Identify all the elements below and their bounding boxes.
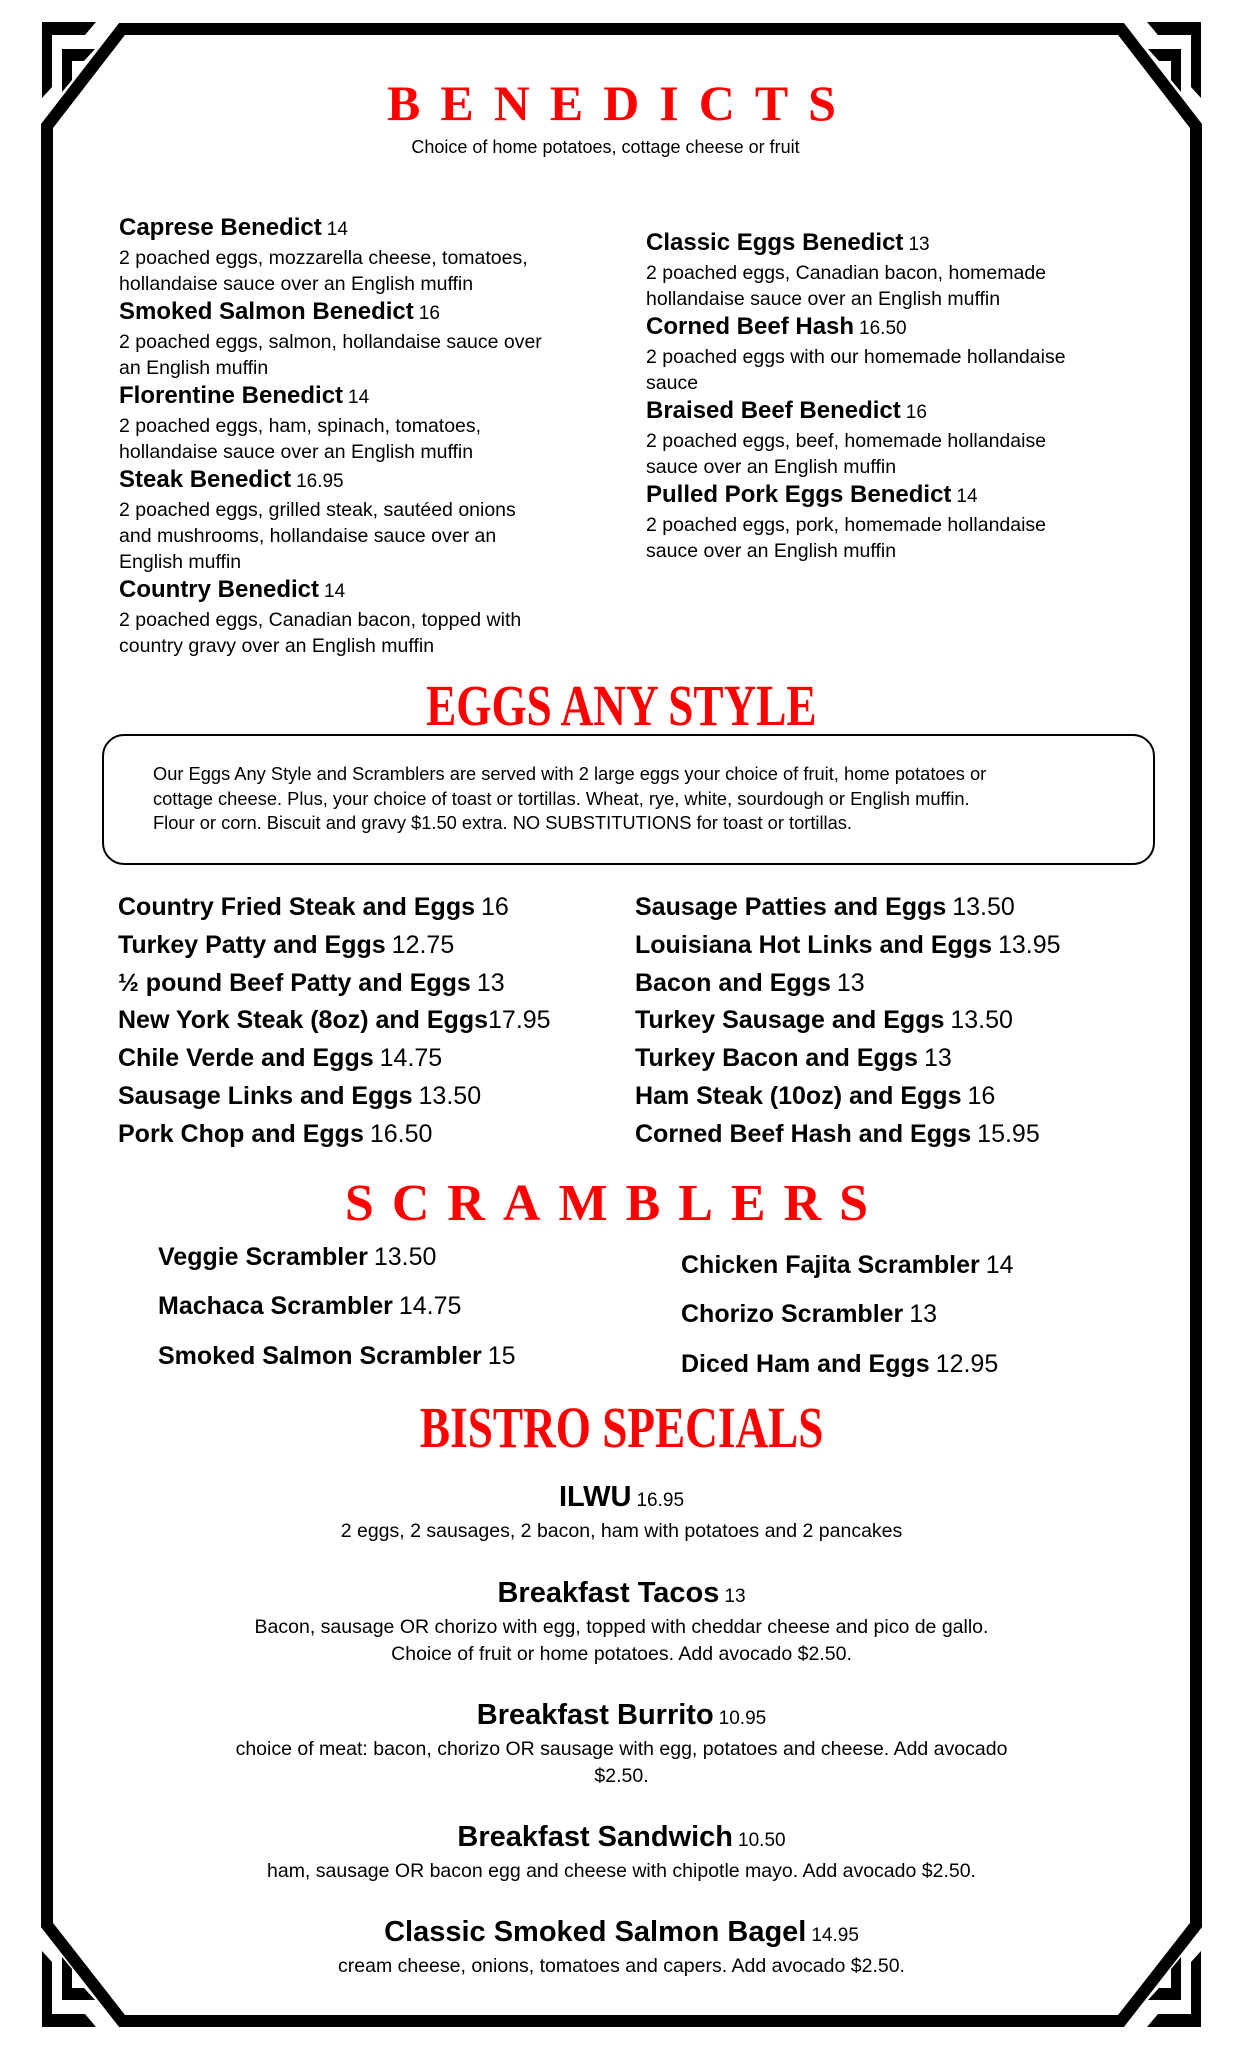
item-description: 2 poached eggs, grilled steak, sautéed onions and mushrooms, hollandaise sauce over an English muffin [119,499,516,573]
item-description: cream cheese, onions, tomatoes and capers. Add avocado $2.50. [338,1955,905,1977]
item-name: Breakfast Sandwich [457,1821,734,1853]
item-price: 16 [905,402,927,423]
menu-item [646,228,1066,312]
special-item [0,1820,1243,1885]
special-item [0,1480,1243,1545]
item-description: 2 poached eggs, Canadian bacon, topped with country gravy over an English muffin [119,609,522,657]
item-price: 10.95 [718,1708,767,1729]
menu-item: Corned Beef Hash and Eggs 15.95 [635,1119,1040,1148]
item-price: 16.50 [859,318,907,339]
item-price: 13 [724,1586,746,1607]
menu-item: Pork Chop and Eggs 16.50 [118,1119,433,1148]
item-name: Classic Smoked Salmon Bagel [384,1916,807,1948]
item-description: 2 poached eggs, ham, spinach, tomatoes, hollandaise sauce over an English muffin [119,415,482,463]
bistro-specials-heading-text: BISTRO SPECIALS [419,1395,824,1460]
menu-item: Ham Steak (10oz) and Eggs 16 [635,1081,996,1110]
menu-item: Smoked Salmon Scrambler 15 [158,1342,516,1370]
item-price: 16.95 [296,471,344,492]
item-description: ham, sausage OR bacon egg and cheese with chipotle mayo. Add avocado $2.50. [267,1860,976,1882]
eggs-info-text: Our Eggs Any Style and Scramblers are served with 2 large eggs your choice of fruit, home potatoes or cottage cheese. Plus, your choice of toast or tortillas. Wheat, rye, white, sourdough or English muffin. Flour or corn. Biscuit and gravy $1.50 extra. NO SUBSTITUTIONS for toast or tortillas. [153,763,987,833]
item-name: Pulled Pork Eggs Benedict [646,481,952,508]
item-name: Florentine Benedict [119,382,344,409]
item-name: Corned Beef Hash [646,313,855,340]
special-item [0,1698,1243,1790]
menu-item: Diced Ham and Eggs 12.95 [681,1350,999,1378]
item-description: choice of meat: bacon, chorizo OR sausage with egg, potatoes and cheese. Add avocado $2.50. [235,1738,1008,1787]
item-price: 14 [324,581,346,602]
special-item [0,1576,1243,1668]
menu-item: Veggie Scrambler 13.50 [158,1243,437,1271]
menu-item: Sausage Links and Eggs 13.50 [118,1081,482,1110]
item-price: 14 [326,219,348,240]
menu-item: New York Steak (8oz) and Eggs17.95 [118,1006,551,1035]
item-name: Country Benedict [119,576,320,603]
item-name: ILWU [558,1481,632,1513]
eggs-info-box [102,734,1155,865]
item-name: Smoked Salmon Benedict [119,298,414,325]
benedicts-heading: BENEDICTS [387,75,856,131]
scramblers-heading-text: SCRAMBLERS [344,1175,887,1232]
benedicts-subtitle-text: Choice of home potatoes, cottage cheese or fruit [411,137,800,157]
eggs-any-style-heading-text: EGGS ANY STYLE [426,673,817,738]
benedicts-subtitle [0,137,1243,158]
menu-item [119,465,542,575]
menu-item: Country Fried Steak and Eggs 16 [118,893,509,921]
item-description: Bacon, sausage OR chorizo with egg, topped with cheddar cheese and pico de gallo. Choice of fruit or home potatoes. Add avocado $2.50. [254,1616,989,1665]
menu-item: Chicken Fajita Scrambler 14 [681,1251,1014,1279]
menu-item: Sausage Patties and Eggs 13.50 [635,893,1015,921]
menu-item [646,396,1066,480]
item-name: Breakfast Burrito [476,1699,714,1731]
item-description: 2 poached eggs, mozzarella cheese, tomatoes, hollandaise sauce over an English muffin [119,247,528,295]
item-name: Steak Benedict [119,466,292,493]
item-price: 10.50 [738,1830,786,1851]
menu-item: Bacon and Eggs 13 [635,968,865,997]
item-price: 14 [956,486,978,507]
item-description: 2 poached eggs, salmon, hollandaise sauce over an English muffin [119,331,542,379]
menu-item [119,213,542,297]
item-price: 14 [348,387,370,408]
menu-item: Turkey Patty and Eggs 12.75 [118,930,455,959]
eggs-right-column [635,889,1061,1154]
menu-item: Chile Verde and Eggs 14.75 [118,1044,443,1073]
item-description: 2 eggs, 2 sausages, 2 bacon, ham with potatoes and 2 pancakes [340,1520,903,1542]
item-name: Caprese Benedict [119,214,322,241]
item-description: 2 poached eggs, beef, homemade hollandaise sauce over an English muffin [646,430,1047,478]
benedicts-right-column [646,228,1066,564]
menu-item [119,297,542,381]
item-price: 16 [418,303,440,324]
menu-item: ½ pound Beef Patty and Eggs 13 [118,968,505,997]
eggs-any-style-heading [0,672,1243,739]
item-price: 13 [908,234,930,255]
menu-item [119,381,542,465]
menu-item [119,575,542,659]
item-name: Classic Eggs Benedict [646,229,904,256]
menu-item: Louisiana Hot Links and Eggs 13.95 [635,930,1061,959]
eggs-left-column [118,889,551,1154]
item-description: 2 poached eggs, Canadian bacon, homemade hollandaise sauce over an English muffin [646,262,1047,310]
menu-item [646,312,1066,396]
menu-item: Chorizo Scrambler 13 [681,1300,938,1328]
bistro-specials-heading [0,1394,1243,1461]
special-item [0,1915,1243,1980]
item-description: 2 poached eggs with our homemade hollandaise sauce [646,346,1066,394]
scramblers-heading [0,1174,1243,1233]
item-name: Braised Beef Benedict [646,397,901,424]
menu-item: Turkey Sausage and Eggs 13.50 [635,1006,1013,1035]
item-price: 16.95 [636,1490,685,1511]
item-price: 14.95 [811,1925,859,1946]
item-name: Breakfast Tacos [497,1577,720,1609]
item-description: 2 poached eggs, pork, homemade hollandaise sauce over an English muffin [646,514,1047,562]
menu-item [646,480,1066,564]
menu-item: Turkey Bacon and Eggs 13 [635,1044,952,1073]
benedicts-left-column [119,213,542,659]
menu-item: Machaca Scrambler 14.75 [158,1292,462,1320]
